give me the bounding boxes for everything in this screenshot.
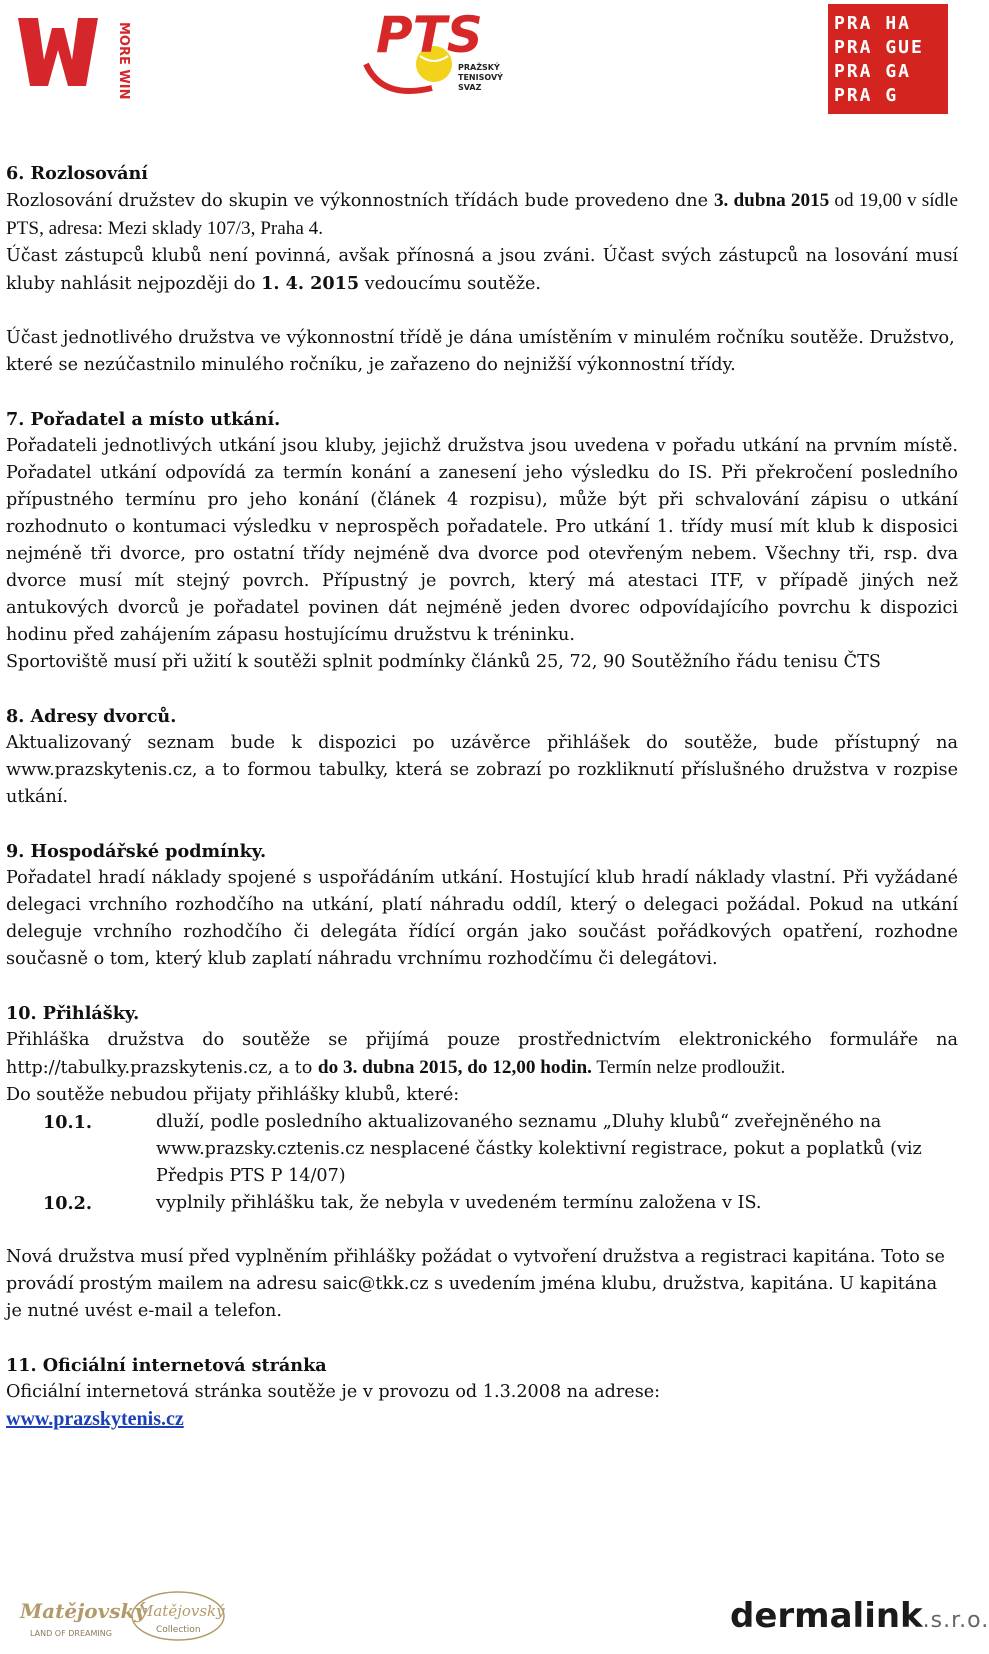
list-item-number: 10.2. <box>43 1193 92 1214</box>
list-item-text: dluží, podle posledního aktualizovaného seznamu „Dluhy klubů“ zveřejněného na www.prazsky.cztenis.cz nesplacené částky kolektivní registrace, pokut a poplatků (viz Předpis PTS P 14/07) <box>156 1112 922 1186</box>
section-heading-8: 8. Adresy dvorců. <box>6 706 177 727</box>
section-7-paragraph-1: Pořadateli jednotlivých utkání jsou kluby, jejichž družstva jsou uvedena v pořadu utkání na prvním místě. Pořadatel utkání odpovídá za termín konání a zanesení jeho výsledku do IS. Při překročení posledního přípustného termínu pro jeho konání (článek 4 rozpisu), může být při schvalování zápisu o utkání rozhodnuto o kontumaci výsledku v neprospěch pořadatele. Pro utkání 1. třídy musí mít klub k disposici nejméně tři dvorce, pro ostatní třídy nejméně dva dvorce pod otevřeným nebem. Všechny tři, rsp. dva dvorce musí mít stejný povrch. Přípustný je povrch, který má atestaci ITF, v případě jiných než antukových dvorců je pořadatel povinen dát nejméně jeden dvorec odpovídajícího povrchu k dispozici hodinu před zahájením zápasu hostujícímu družstvu k tréninku. <box>6 436 958 645</box>
section-7-paragraph-2: Sportoviště musí při užití k soutěži splnit podmínky článků 25, 72, 90 Soutěžního řádu tenisu ČTS <box>6 652 881 672</box>
section-10-paragraph-3: Nová družstva musí před vyplněním přihlášky požádat o vytvoření družstva a registraci kapitána. Toto se provádí prostým mailem na adresu saic@tkk.cz s uvedením jména klubu, družstva, kapitána. U kapitána je nutné uvést e-mail a telefon. <box>6 1247 945 1321</box>
svg-text:MORE WIN: MORE WIN <box>116 22 131 100</box>
section-9-paragraph-1: Pořadatel hradí náklady spojené s uspořádáním utkání. Hostující klub hradí náklady vlastní. Při vyžádané delegaci vrchního rozhodčího na utkání, platí náhradu oddíl, který o delegaci požádal. Pokud na utkání deleguje vrchního rozhodčího či delegáta řídící orgán jako součást pořádkových opatření, rozhodne současně o tom, který klub zaplatí náhradu vrchnímu rozhodčímu či delegátovi. <box>6 868 958 969</box>
section-heading-10: 10. Přihlášky. <box>6 1003 140 1024</box>
matejovsky-collection-logo <box>128 1588 228 1644</box>
praha-logo <box>828 4 948 114</box>
section-6-paragraph-2: Účast zástupců klubů není povinná, avšak přínosná a jsou zváni. Účast svých zástupců na losování musí kluby nahlásit nejpozději do 1. 4. 2015 vedoucímu soutěže. <box>6 246 958 294</box>
section-heading-11: 11. Oficiální internetová stránka <box>6 1355 327 1376</box>
praha-logo-row: PRA GA <box>834 61 912 82</box>
svg-text:SVAZ: SVAZ <box>458 83 482 92</box>
svg-text:TENISOVÝ: TENISOVÝ <box>458 73 503 82</box>
section-8-paragraph-1: Aktualizovaný seznam bude k dispozici po uzávěrce přihlášek do soutěže, bude přístupný na www.prazskytenis.cz, a to formou tabulky, která se zobrazí po rozkliknutí příslušného družstva v rozpise utkání. <box>6 733 958 807</box>
section-heading-7: 7. Pořadatel a místo utkání. <box>6 409 281 430</box>
section-heading-6: 6. Rozlosování <box>6 163 148 184</box>
section-6-paragraph-3: Účast jednotlivého družstva ve výkonnostní třídě je dána umístěním v minulém ročníku soutěže. Družstvo, které se nezúčastnilo minulého ročníku, je zařazeno do nejnižší výkonnostní třídy. <box>6 328 955 375</box>
praha-logo-row: PRA HA <box>834 13 912 34</box>
pts-logo <box>362 4 514 100</box>
website-link[interactable]: www.prazskytenis.cz <box>6 1408 184 1430</box>
wilson-logo <box>16 14 138 100</box>
section-heading-9: 9. Hospodářské podmínky. <box>6 841 267 862</box>
list-item <box>6 1190 958 1217</box>
svg-text:PTS: PTS <box>376 6 483 64</box>
svg-text:Matějovský: Matějovský <box>20 1599 146 1623</box>
svg-text:Collection: Collection <box>156 1625 201 1635</box>
svg-text:PRAŽSKÝ: PRAŽSKÝ <box>458 63 500 72</box>
dermalink-logo: dermalink.s.r.o. <box>730 1596 989 1636</box>
section-10-paragraph-1: Přihláška družstva do soutěže se přijímá pouze prostřednictvím elektronického formuláře na http://tabulky.prazskytenis.cz, a to do 3. dubna 2015, do 12,00 hodin. Termín nelze prodloužit. <box>6 1030 958 1078</box>
section-10-paragraph-2: Do soutěže nebudou přijaty přihlášky klubů, které: <box>6 1085 460 1105</box>
document-body <box>6 160 958 1434</box>
svg-text:LAND OF DREAMING: LAND OF DREAMING <box>30 1629 112 1638</box>
list-item-number: 10.1. <box>43 1112 92 1133</box>
section-11-paragraph-1: Oficiální internetová stránka soutěže je v provozu od 1.3.2008 na adrese: <box>6 1382 661 1402</box>
praha-logo-row: PRA G <box>834 85 899 106</box>
list-item <box>6 1109 958 1190</box>
svg-text:Matějovský: Matějovský <box>138 1602 225 1620</box>
praha-logo-row: PRA GUE <box>834 37 924 58</box>
exclusion-list <box>6 1109 958 1217</box>
section-6-paragraph-1: Rozlosování družstev do skupin ve výkonnostních třídách bude provedeno dne 3. dubna 2015 od 19,00 v sídle PTS, adresa: Mezi sklady 107/3, Praha 4. <box>6 190 958 239</box>
matejovsky-logo <box>16 1588 146 1644</box>
list-item-text: vyplnily přihlášku tak, že nebyla v uvedeném termínu založena v IS. <box>156 1193 762 1213</box>
